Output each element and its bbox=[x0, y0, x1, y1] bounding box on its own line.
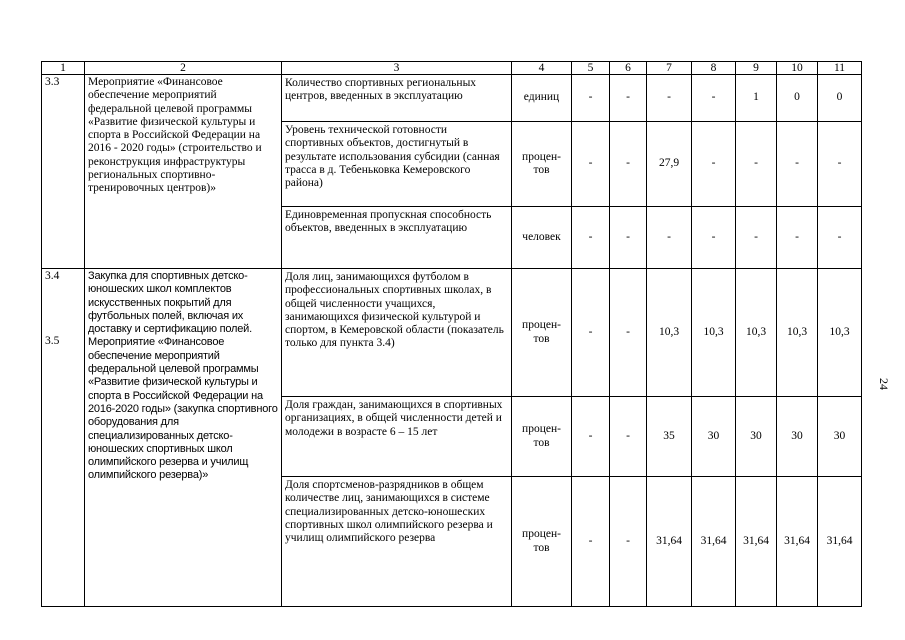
value-cell: - bbox=[818, 207, 862, 269]
value-cell: 27,9 bbox=[647, 122, 692, 207]
value-cell: - bbox=[692, 207, 736, 269]
header-cell: 5 bbox=[572, 62, 610, 75]
unit-cell: процен-тов bbox=[512, 122, 572, 207]
unit-cell: человек bbox=[512, 207, 572, 269]
value-cell: 0 bbox=[777, 75, 818, 122]
indicator-cell: Доля лиц, занимающихся футболом в профессиональных спортивных школах, в общей численности учащихся, занимающихся физической культурой и спортом, в Кемеровской области (показатель только для пункта 3.4) bbox=[282, 269, 512, 397]
value-cell: - bbox=[610, 269, 647, 397]
header-cell: 10 bbox=[777, 62, 818, 75]
value-cell: - bbox=[647, 207, 692, 269]
value-cell: 31,64 bbox=[777, 477, 818, 607]
value-cell: - bbox=[777, 207, 818, 269]
value-cell: 0 bbox=[818, 75, 862, 122]
header-cell: 3 bbox=[282, 62, 512, 75]
header-cell: 8 bbox=[692, 62, 736, 75]
item-description-a: Закупка для спортивных детско-юношеских школ комплектов искусственных покрытий для футбольных полей, включая их доставку и сертификацию полей. bbox=[88, 270, 252, 336]
indicator-cell: Доля спортсменов-разрядников в общем количестве лиц, занимающихся в системе специализированных детско-юношеских спортивных школ олимпийского резерва и училищ олимпийского резерва bbox=[282, 477, 512, 607]
value-cell: 10,3 bbox=[647, 269, 692, 397]
indicators-table bbox=[41, 61, 862, 607]
value-cell: - bbox=[647, 75, 692, 122]
value-cell: - bbox=[610, 122, 647, 207]
value-cell: 31,64 bbox=[647, 477, 692, 607]
table-row bbox=[42, 75, 862, 122]
value-cell: 30 bbox=[777, 397, 818, 477]
indicator-cell: Количество спортивных региональных центров, введенных в эксплуатацию bbox=[282, 75, 512, 122]
value-cell: - bbox=[572, 207, 610, 269]
unit-cell: процен-тов bbox=[512, 477, 572, 607]
header-cell: 7 bbox=[647, 62, 692, 75]
value-cell: - bbox=[572, 75, 610, 122]
value-cell: - bbox=[572, 477, 610, 607]
value-cell: - bbox=[777, 122, 818, 207]
header-cell: 1 bbox=[42, 62, 85, 75]
value-cell: - bbox=[610, 75, 647, 122]
table-header-row bbox=[42, 62, 862, 75]
item-number-b: 3.5 bbox=[45, 335, 60, 348]
indicator-cell: Доля граждан, занимающихся в спортивных организациях, в общей численности детей и молодежи в возрасте 6 – 15 лет bbox=[282, 397, 512, 477]
value-cell: - bbox=[572, 397, 610, 477]
value-cell: 10,3 bbox=[692, 269, 736, 397]
value-cell: 10,3 bbox=[736, 269, 777, 397]
value-cell: - bbox=[610, 477, 647, 607]
unit-cell: процен-тов bbox=[512, 269, 572, 397]
item-number bbox=[42, 269, 85, 607]
value-cell: - bbox=[736, 207, 777, 269]
header-cell: 9 bbox=[736, 62, 777, 75]
value-cell: - bbox=[818, 122, 862, 207]
unit-cell: процен-тов bbox=[512, 397, 572, 477]
value-cell: 1 bbox=[736, 75, 777, 122]
indicator-cell: Уровень технической готовности спортивных объектов, достигнутый в результате использования субсидии (санная трасса в д. Тебеньковка Кемеровского района) bbox=[282, 122, 512, 207]
value-cell: - bbox=[572, 122, 610, 207]
value-cell: 10,3 bbox=[818, 269, 862, 397]
value-cell: - bbox=[736, 122, 777, 207]
value-cell: 35 bbox=[647, 397, 692, 477]
value-cell: - bbox=[572, 269, 610, 397]
unit-cell: единиц bbox=[512, 75, 572, 122]
value-cell: - bbox=[610, 207, 647, 269]
header-cell: 2 bbox=[85, 62, 282, 75]
value-cell: 31,64 bbox=[736, 477, 777, 607]
item-number: 3.3 bbox=[42, 75, 85, 269]
item-number-a: 3.4 bbox=[45, 270, 60, 282]
value-cell: 10,3 bbox=[777, 269, 818, 397]
value-cell: 30 bbox=[818, 397, 862, 477]
header-cell: 4 bbox=[512, 62, 572, 75]
value-cell: - bbox=[610, 397, 647, 477]
header-cell: 11 bbox=[818, 62, 862, 75]
value-cell: 31,64 bbox=[818, 477, 862, 607]
page-number: 24 bbox=[877, 378, 891, 390]
value-cell: - bbox=[692, 122, 736, 207]
value-cell: 30 bbox=[736, 397, 777, 477]
indicator-cell: Единовременная пропускная способность объектов, введенных в эксплуатацию bbox=[282, 207, 512, 269]
item-description-b: Мероприятие «Финансовое обеспечение мероприятий федеральной целевой программы «Развитие физической культуры и спорта в Российской Федерации на 2016-2020 годы» (закупка спортивного оборудования для специализированных детско-юношеских спортивных школ олимпийского резерва и училищ олимпийского резерва)» bbox=[88, 336, 278, 482]
item-description bbox=[85, 269, 282, 607]
value-cell: 30 bbox=[692, 397, 736, 477]
item-description: Мероприятие «Финансовое обеспечение мероприятий федеральной целевой программы «Развитие физической культуры и спорта в Российской Федерации на 2016 - 2020 годы» (строительство и реконструкция инфраструктуры региональных спортивно-тренировочных центров)» bbox=[85, 75, 282, 269]
header-cell: 6 bbox=[610, 62, 647, 75]
table-row bbox=[42, 269, 862, 397]
value-cell: - bbox=[692, 75, 736, 122]
value-cell: 31,64 bbox=[692, 477, 736, 607]
